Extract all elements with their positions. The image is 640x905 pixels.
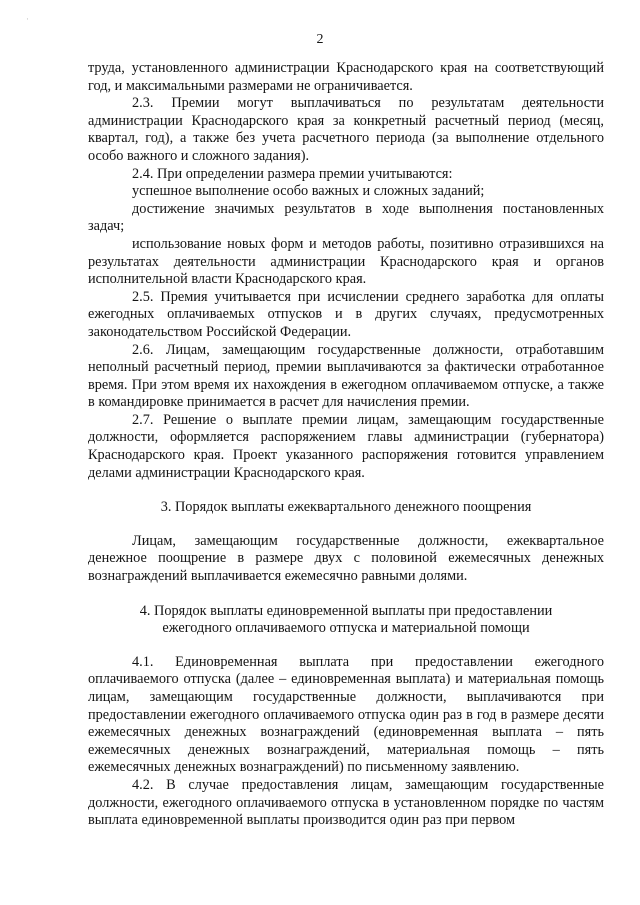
document-body (88, 60, 604, 830)
paragraph-2-7: 2.7. Решение о выплате премии лицам, замещающим государственные должности, оформляется распоряжением главы администрации (губернатора) Краснодарского края. Проект указанного распоряжения готовится управлением делами администрации Краснодарского края. (88, 411, 604, 481)
section-3-heading: 3. Порядок выплаты ежеквартального денежного поощрения (160, 499, 532, 516)
paragraph-2-5: 2.5. Премия учитывается при исчислении среднего заработка для оплаты ежегодных оплачиваемых отпусков и в других случаях, предусмотренных законодательством Российской Федерации. (88, 288, 604, 340)
section-4-heading-line-1: 4. Порядок выплаты единовременной выплаты при предоставлении (139, 602, 553, 619)
paragraph-2-4-item-c: использование новых форм и методов работы, позитивно отразившихся на результатах деятельности администрации Краснодарского края и органов исполнительной власти Краснодарского края. (88, 235, 604, 288)
paragraph-2-3: 2.3. Премии могут выплачиваться по результатам деятельности администрации Краснодарского края за конкретный расчетный период (месяц, квартал, год), а также без учета расчетного периода (за выполнение отдельного особо важного и сложного задания). (88, 95, 604, 164)
paragraph-4-2: 4.2. В случае предоставления лицам, замещающим государственные должности, ежегодного оплачиваемого отпуска в установленном порядке по частям выплата единовременной выплаты производится один раз при первом (88, 776, 604, 829)
paragraph-2-4-item-a: успешное выполнение особо важных и сложных заданий; (132, 183, 485, 200)
section-4-heading-line-2: ежегодного оплачиваемого отпуска и материальной помощи (162, 620, 530, 637)
paragraph-2-4-item-b: достижение значимых результатов в ходе выполнения постановленных задач; (88, 200, 604, 235)
paragraph-3: Лицам, замещающим государственные должности, ежеквартальное денежное поощрение в размере двух с половиной ежемесячных денежных вознаграждений выплачивается ежемесячно равными долями. (88, 532, 604, 585)
paragraph-2-6: 2.6. Лицам, замещающим государственные должности, отработавшим неполный расчетный период, премии выплачиваются за фактически отработанное время. При этом время их нахождения в ежегодном оплачиваемом отпуске, а также в командировке принимается в расчет для начисления премии. (88, 341, 604, 411)
page-number: 2 (316, 32, 324, 47)
paragraph-continuation: труда, установленного администрации Краснодарского края на соответствующий год, и максимальными размерами не ограничивается. (88, 60, 604, 94)
paragraph-4-1: 4.1. Единовременная выплата при предоставлении ежегодного оплачиваемого отпуска (далее – единовременная выплата) и материальная помощь лицам, замещающим государственные должности, выплачиваются при предоставлении ежегодного оплачиваемого отпуска один раз в год в размере десяти ежемесячных денежных вознаграждений (единовременная выплата – пять ежемесячных денежных вознаграждений, материальная помощь – пять ежемесячных денежных вознаграждений) по письменному заявлению. (88, 653, 604, 776)
scan-mark: · (26, 14, 29, 24)
paragraph-2-4: 2.4. При определении размера премии учитываются: (132, 165, 453, 182)
